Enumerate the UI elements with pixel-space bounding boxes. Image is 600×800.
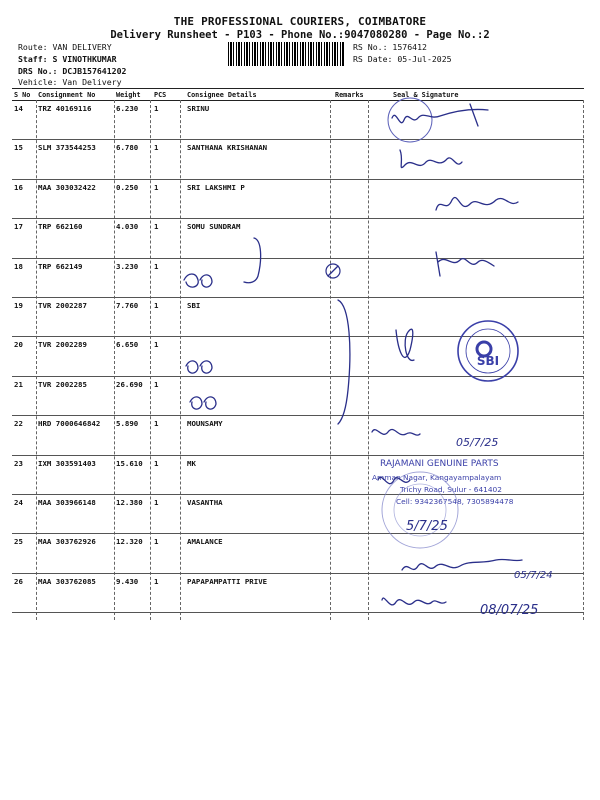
weight-cell: 6.650 xyxy=(116,340,139,349)
pcs-cell: 1 xyxy=(154,104,159,113)
sno-cell: 25 xyxy=(14,537,23,546)
col-consignment: Consignment No xyxy=(38,91,96,99)
col-consignee: Consignee Details xyxy=(187,91,257,99)
company-title: THE PROFESSIONAL COURIERS, COIMBATORE xyxy=(173,15,427,28)
consignment-cell: TVR 2002285 xyxy=(38,380,87,389)
runsheet-subtitle: Delivery Runsheet - P103 - Phone No.:9047080280 - Page No.:2 xyxy=(110,29,490,41)
pcs-cell: 1 xyxy=(154,222,159,231)
pcs-cell: 1 xyxy=(154,183,159,192)
consignment-cell: MAA 303032422 xyxy=(38,183,96,192)
consignment-cell: HRD 7000646842 xyxy=(38,419,101,428)
consignment-cell: TRP 662149 xyxy=(38,262,83,271)
table-row xyxy=(12,101,584,140)
weight-cell: 12.320 xyxy=(116,537,143,546)
col-remarks: Remarks xyxy=(335,91,364,99)
table-row xyxy=(12,574,584,613)
sno-cell: 23 xyxy=(14,459,23,468)
consignee-cell: PAPAPAMPATTI PRIVE xyxy=(187,577,268,586)
sno-cell: 22 xyxy=(14,419,23,428)
sno-cell: 26 xyxy=(14,577,23,586)
sbi-logo-text: SBI xyxy=(476,354,500,368)
table-row xyxy=(12,298,584,337)
col-pcs: PCS xyxy=(154,91,167,99)
consignee-cell: SRI LAKSHMI P xyxy=(187,183,245,192)
sno-cell: 20 xyxy=(14,340,23,349)
stamp-shop-phone: Cell: 9342367548, 7305894478 xyxy=(396,497,514,506)
stamp-shop-name: RAJAMANI GENUINE PARTS xyxy=(380,459,499,469)
sno-cell: 24 xyxy=(14,498,23,507)
date-row-26: 08/07/25 xyxy=(480,603,539,618)
weight-cell: 7.760 xyxy=(116,301,139,310)
sno-cell: 18 xyxy=(14,262,23,271)
consignment-cell: TVR 2002289 xyxy=(38,340,87,349)
weight-cell: 4.030 xyxy=(116,222,139,231)
consignee-cell: MOUNSAMY xyxy=(187,419,223,428)
weight-cell: 6.230 xyxy=(116,104,139,113)
consignee-cell: MK xyxy=(187,459,196,468)
date-row-24: 5/7/25 xyxy=(406,519,448,534)
table-row xyxy=(12,416,584,455)
pcs-cell: 1 xyxy=(154,459,159,468)
staff-label: Staff: S VINOTHKUMAR xyxy=(18,54,117,64)
pcs-cell: 1 xyxy=(154,537,159,546)
consignment-cell: SLM 373544253 xyxy=(38,143,96,152)
date-row-25: 05/7/24 xyxy=(514,570,553,581)
consignment-cell: MAA 303966148 xyxy=(38,498,96,507)
table-row xyxy=(12,140,584,179)
consignment-cell: TRZ 40169116 xyxy=(38,104,92,113)
col-seal: Seal & Signature xyxy=(393,91,459,99)
consignee-cell: VASANTHA xyxy=(187,498,223,507)
table-top-rule xyxy=(12,88,584,89)
pcs-cell: 1 xyxy=(154,419,159,428)
weight-cell: 26.690 xyxy=(116,380,143,389)
table-row xyxy=(12,534,584,573)
pcs-cell: 1 xyxy=(154,498,159,507)
row-divider xyxy=(12,612,584,613)
table-row xyxy=(12,259,584,298)
sno-cell: 14 xyxy=(14,104,23,113)
consignee-cell: SBI xyxy=(187,301,201,310)
weight-cell: 9.430 xyxy=(116,577,139,586)
weight-cell: 0.250 xyxy=(116,183,139,192)
route-label: Route: VAN DELIVERY xyxy=(18,42,112,52)
table-row xyxy=(12,180,584,219)
col-weight: Weight xyxy=(116,91,141,99)
consignment-cell: IXM 303591403 xyxy=(38,459,96,468)
sno-cell: 17 xyxy=(14,222,23,231)
consignee-cell: SOMU SUNDRAM xyxy=(187,222,241,231)
table-row xyxy=(12,456,584,495)
stamp-shop-address-1: Amman Nagar, Kangayampalayam xyxy=(372,473,502,482)
date-row-22: 05/7/25 xyxy=(456,436,499,449)
pcs-cell: 1 xyxy=(154,577,159,586)
table-header xyxy=(12,90,584,100)
pcs-cell: 1 xyxy=(154,340,159,349)
barcode xyxy=(228,42,344,66)
table-row xyxy=(12,495,584,534)
weight-cell: 5.890 xyxy=(116,419,139,428)
drs-label: DRS No.: DCJB157641202 xyxy=(18,66,127,76)
consignee-cell: AMALANCE xyxy=(187,537,223,546)
pcs-cell: 1 xyxy=(154,262,159,271)
pcs-cell: 1 xyxy=(154,301,159,310)
col-sno: S No xyxy=(14,91,31,99)
rs-date: RS Date: 05-Jul-2025 xyxy=(353,54,452,64)
sno-cell: 19 xyxy=(14,301,23,310)
vehicle-label: Vehicle: Van Delivery xyxy=(18,77,122,87)
consignment-cell: MAA 303762085 xyxy=(38,577,96,586)
consignee-cell: SRINU xyxy=(187,104,210,113)
table-row xyxy=(12,219,584,258)
sno-cell: 15 xyxy=(14,143,23,152)
stamp-shop-address-2: Trichy Road, Sulur - 641402 xyxy=(400,485,502,494)
weight-cell: 3.230 xyxy=(116,262,139,271)
table-row xyxy=(12,377,584,416)
pcs-cell: 1 xyxy=(154,143,159,152)
consignment-cell: MAA 303762926 xyxy=(38,537,96,546)
consignment-cell: TRP 662160 xyxy=(38,222,83,231)
weight-cell: 12.380 xyxy=(116,498,143,507)
weight-cell: 6.780 xyxy=(116,143,139,152)
consignment-cell: TVR 2002287 xyxy=(38,301,87,310)
consignee-cell: SANTHANA KRISHANAN xyxy=(187,143,268,152)
table-row xyxy=(12,337,584,376)
sno-cell: 21 xyxy=(14,380,23,389)
sno-cell: 16 xyxy=(14,183,23,192)
weight-cell: 15.610 xyxy=(116,459,143,468)
pcs-cell: 1 xyxy=(154,380,159,389)
rs-number: RS No.: 1576412 xyxy=(353,42,427,52)
